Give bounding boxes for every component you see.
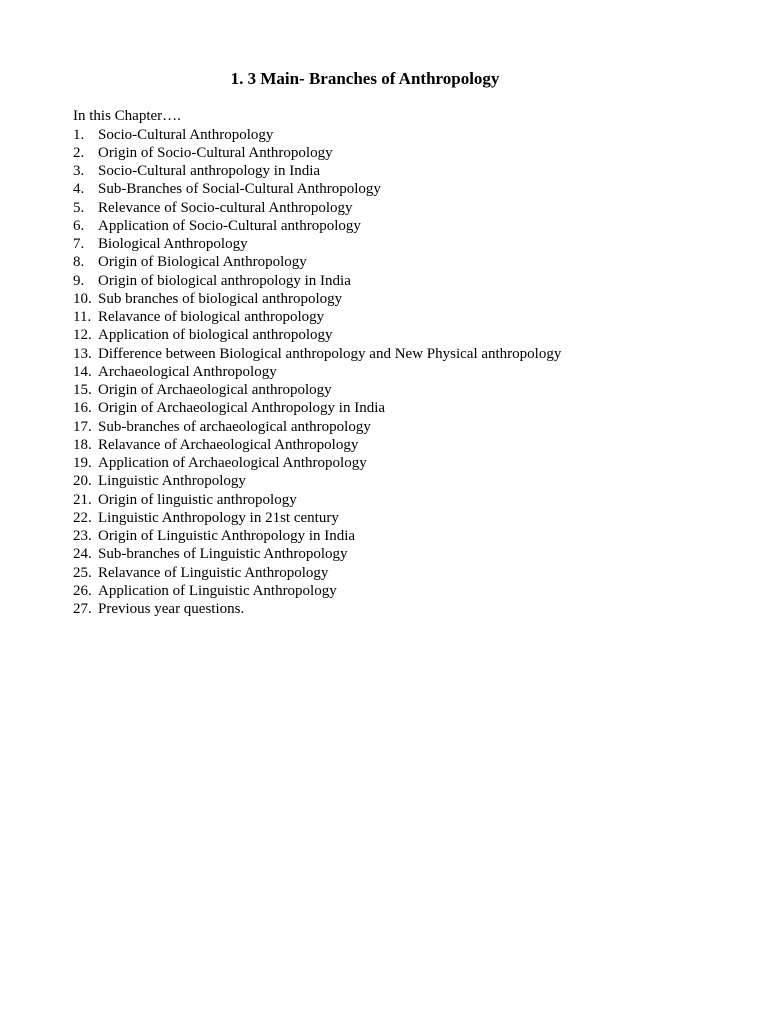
list-item <box>73 472 561 490</box>
list-item-number: 9. <box>73 272 85 289</box>
list-item-text: Socio-Cultural Anthropology <box>98 126 274 143</box>
list-item-number: 20. <box>73 473 92 490</box>
list-item-text: Relavance of Linguistic Anthropology <box>98 564 329 581</box>
list-item <box>73 527 561 545</box>
list-item-text: Linguistic Anthropology <box>98 473 246 490</box>
list-item <box>73 564 561 582</box>
list-item-number: 4. <box>73 181 85 198</box>
list-item-number: 3. <box>73 163 85 179</box>
list-item-text: Application of biological anthropology <box>98 327 333 344</box>
list-item-text: Sub-Branches of Social-Cultural Anthropology <box>98 181 381 198</box>
list-item <box>73 582 561 600</box>
list-item <box>73 272 561 290</box>
list-item-text: Relavance of Archaeological Anthropology <box>98 436 359 453</box>
list-item-text: Difference between Biological anthropology and New Physical anthropology <box>98 345 562 362</box>
list-item <box>73 180 561 198</box>
list-item-number: 7. <box>73 236 85 252</box>
list-item-number: 27. <box>73 601 92 617</box>
list-item-text: Application of Archaeological Anthropology <box>98 455 367 471</box>
list-item-text: Previous year questions. <box>98 601 245 617</box>
list-item <box>73 308 561 326</box>
list-item-number: 21. <box>73 491 92 508</box>
list-item <box>73 418 561 436</box>
list-item <box>73 399 561 417</box>
list-item-text: Sub-branches of Linguistic Anthropology <box>98 546 348 563</box>
list-item <box>73 126 561 144</box>
list-item <box>73 144 561 162</box>
list-item-number: 24. <box>73 546 92 563</box>
list-item <box>73 217 561 235</box>
chapter-intro: In this Chapter…. <box>73 108 181 124</box>
list-item-number: 2. <box>73 144 85 161</box>
list-item-number: 10. <box>73 290 92 307</box>
list-item-text: Archaeological Anthropology <box>98 363 277 380</box>
list-item-text: Application of Linguistic Anthropology <box>98 582 337 599</box>
list-item-number: 25. <box>73 564 92 581</box>
list-item-text: Relavance of biological anthropology <box>98 309 325 325</box>
list-item-text: Origin of linguistic anthropology <box>98 491 297 508</box>
list-item <box>73 454 561 472</box>
list-item <box>73 345 561 363</box>
list-item-number: 16. <box>73 400 92 417</box>
list-item-number: 11. <box>73 309 92 325</box>
list-item <box>73 199 561 217</box>
list-item <box>73 162 561 180</box>
list-item-text: Biological Anthropology <box>98 236 248 252</box>
list-item-text: Relevance of Socio-cultural Anthropology <box>98 199 353 216</box>
list-item-number: 14. <box>73 363 92 380</box>
list-item-number: 13. <box>73 345 92 362</box>
list-item-number: 6. <box>73 217 85 234</box>
list-item-text: Origin of Biological Anthropology <box>98 254 307 271</box>
list-item-text: Origin of Archaeological Anthropology in India <box>98 400 386 417</box>
list-item <box>73 290 561 308</box>
list-item-text: Origin of Linguistic Anthropology in India <box>98 528 356 544</box>
list-item <box>73 253 561 271</box>
list-item-text: Application of Socio-Cultural anthropology <box>98 217 361 234</box>
list-item-number: 1. <box>73 126 85 143</box>
chapter-contents-list <box>73 126 561 619</box>
list-item <box>73 363 561 381</box>
list-item <box>73 545 561 563</box>
list-item-text: Sub-branches of archaeological anthropology <box>98 418 371 435</box>
list-item <box>73 381 561 399</box>
list-item-number: 5. <box>73 199 85 216</box>
list-item <box>73 326 561 344</box>
list-item-number: 22. <box>73 509 92 526</box>
list-item-text: Sub branches of biological anthropology <box>98 290 343 307</box>
list-item-text: Origin of Socio-Cultural Anthropology <box>98 144 333 161</box>
list-item-number: 17. <box>73 418 92 435</box>
list-item <box>73 491 561 509</box>
page-title: 1. 3 Main- Branches of Anthropology <box>230 69 500 88</box>
list-item-number: 12. <box>73 327 92 344</box>
list-item-number: 18. <box>73 436 92 453</box>
list-item-number: 15. <box>73 382 92 398</box>
list-item-text: Origin of biological anthropology in India <box>98 272 351 289</box>
list-item <box>73 509 561 527</box>
list-item <box>73 600 561 618</box>
list-item-text: Origin of Archaeological anthropology <box>98 382 332 398</box>
list-item-number: 19. <box>73 455 92 471</box>
list-item-text: Socio-Cultural anthropology in India <box>98 163 321 179</box>
list-item-number: 23. <box>73 528 92 544</box>
list-item <box>73 436 561 454</box>
list-item-number: 26. <box>73 582 92 599</box>
list-item <box>73 235 561 253</box>
list-item-number: 8. <box>73 254 85 271</box>
list-item-text: Linguistic Anthropology in 21st century <box>98 509 339 526</box>
